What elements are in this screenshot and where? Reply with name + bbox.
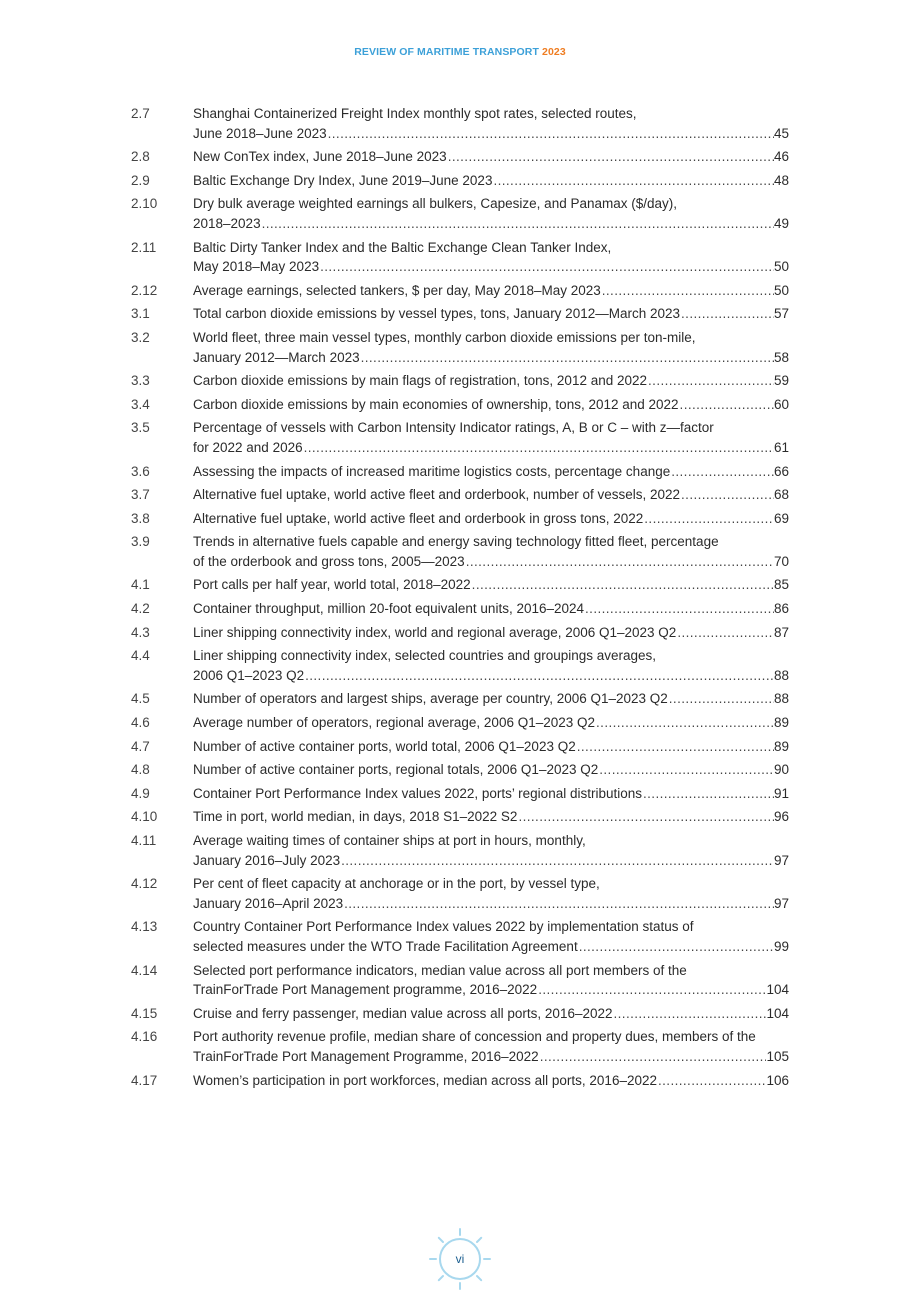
figure-title [193, 874, 789, 913]
figure-title-text: Alternative fuel uptake, world active fleet and orderbook in gross tons, 2022 [193, 510, 644, 526]
figure-title-text: Women’s participation in port workforces, median across all ports, 2016–2022 [193, 1072, 657, 1088]
page-reference[interactable]: 61 [773, 439, 789, 455]
leader-line [193, 599, 789, 619]
figure-title [193, 917, 789, 956]
figure-title-text: Assessing the impacts of increased maritime logistics costs, percentage change [193, 463, 671, 479]
figure-number: 2.10 [131, 196, 158, 212]
figure-title-text: January 2016–July 2023 [193, 852, 341, 868]
figure-title [193, 961, 789, 1000]
figure-title [193, 532, 789, 571]
figure-entry[interactable] [131, 532, 789, 571]
dot-leader [657, 1071, 766, 1091]
figure-entry[interactable] [131, 509, 789, 529]
figure-title-line: Average waiting times of container ships at port in hours, monthly, [193, 833, 586, 848]
figure-title-text: Time in port, world median, in days, 2018 S1–2022 S2 [193, 809, 518, 825]
figure-entry[interactable] [131, 784, 789, 804]
list-of-figures [131, 104, 789, 1094]
dot-leader [327, 124, 774, 144]
figure-title-text: for 2022 and 2026 [193, 439, 303, 455]
leader-line [193, 462, 789, 482]
figure-title [193, 485, 789, 505]
figure-number: 4.1 [131, 577, 150, 593]
figure-title-text: Number of active container ports, world total, 2006 Q1–2023 Q2 [193, 738, 576, 754]
leader-line [193, 304, 789, 324]
figure-title-text: selected measures under the WTO Trade Facilitation Agreement [193, 938, 578, 954]
figure-entry[interactable] [131, 646, 789, 685]
figure-title-text: May 2018–May 2023 [193, 259, 320, 275]
figure-entry[interactable] [131, 371, 789, 391]
publication-title: REVIEW OF MARITIME TRANSPORT [354, 46, 539, 58]
figure-title-text: January 2012—March 2023 [193, 349, 360, 365]
figure-entry[interactable] [131, 874, 789, 913]
figure-title-text: Cruise and ferry passenger, median value across all ports, 2016–2022 [193, 1005, 613, 1021]
figure-number: 3.8 [131, 510, 150, 526]
publication-year: 2023 [542, 46, 566, 58]
figure-entry[interactable] [131, 171, 789, 191]
dot-leader [319, 257, 774, 277]
dot-leader [517, 807, 774, 827]
dot-leader [647, 371, 774, 391]
figure-entry[interactable] [131, 917, 789, 956]
figure-title-text: Alternative fuel uptake, world active fleet and orderbook, number of vessels, 2022 [193, 487, 681, 503]
page-reference[interactable]: 46 [773, 149, 789, 165]
figure-number: 4.14 [131, 962, 158, 978]
leader-line [193, 894, 789, 914]
figure-title [193, 418, 789, 457]
dot-leader [539, 1047, 767, 1067]
dot-leader [471, 575, 774, 595]
page-reference[interactable]: 58 [773, 349, 789, 365]
figure-entry[interactable] [131, 147, 789, 167]
figure-title-text: Container Port Performance Index values 2022, ports’ regional distributions [193, 785, 642, 801]
figure-entry[interactable] [131, 831, 789, 870]
page-footer [427, 1226, 493, 1292]
page-reference[interactable]: 57 [773, 306, 789, 322]
figure-entry[interactable] [131, 961, 789, 1000]
figure-number: 4.12 [131, 876, 158, 892]
figure-entry[interactable] [131, 689, 789, 709]
page-reference[interactable]: 66 [773, 463, 789, 479]
figure-title-line: Port authority revenue profile, median share of concession and property dues, members of the [193, 1029, 756, 1045]
figure-number: 4.11 [131, 833, 157, 848]
figure-number: 4.2 [131, 601, 150, 617]
leader-line [193, 713, 789, 733]
dot-leader [578, 937, 774, 957]
figure-title [193, 575, 789, 595]
figure-title-text: Liner shipping connectivity index, world and regional average, 2006 Q1–2023 Q2 [193, 624, 677, 640]
page-reference[interactable]: 91 [773, 785, 789, 801]
figure-title-text: June 2018–June 2023 [193, 125, 327, 141]
dot-leader [465, 552, 774, 572]
page-reference[interactable]: 85 [773, 577, 789, 593]
page-reference[interactable]: 88 [773, 691, 789, 707]
figure-title [193, 194, 789, 233]
figure-number: 4.13 [131, 919, 158, 935]
dot-leader [304, 666, 774, 686]
figure-entry[interactable] [131, 623, 789, 643]
figure-title [193, 304, 789, 324]
dot-leader [447, 147, 774, 167]
figure-title [193, 784, 789, 804]
dot-leader [598, 760, 774, 780]
figure-title-text: of the orderbook and gross tons, 2005—2023 [193, 553, 465, 569]
figure-entry[interactable] [131, 760, 789, 780]
figure-number: 4.7 [131, 738, 150, 754]
leader-line [193, 281, 789, 301]
figure-title-line: Country Container Port Performance Index values 2022 by implementation status of [193, 919, 694, 935]
figure-title [193, 831, 789, 870]
figure-title-line: Liner shipping connectivity index, selected countries and groupings averages, [193, 648, 657, 664]
page-reference[interactable]: 97 [773, 895, 789, 911]
page-number: vi [455, 1252, 465, 1266]
dot-leader [679, 395, 774, 415]
figure-title [193, 509, 789, 529]
dot-leader [670, 462, 774, 482]
leader-line [193, 807, 789, 827]
leader-line [193, 552, 789, 572]
figure-title-text: Container throughput, million 20-foot equivalent units, 2016–2024 [193, 601, 585, 617]
figure-title-line: Selected port performance indicators, median value across all port members of the [193, 962, 687, 978]
figure-title [193, 281, 789, 301]
figure-title [193, 713, 789, 733]
figure-title [193, 395, 789, 415]
page-reference[interactable]: 104 [766, 982, 789, 998]
leader-line [193, 937, 789, 957]
figure-title [193, 462, 789, 482]
dot-leader [584, 599, 774, 619]
figure-title-text: Average number of operators, regional average, 2006 Q1–2023 Q2 [193, 715, 596, 731]
page-reference[interactable]: 87 [773, 624, 789, 640]
figure-entry[interactable] [131, 304, 789, 324]
figure-title-text: TrainForTrade Port Management Programme, 2016–2022 [193, 1048, 539, 1064]
figure-entry[interactable] [131, 1071, 789, 1091]
figure-entry[interactable] [131, 1004, 789, 1024]
figure-title-text: Average earnings, selected tankers, $ per day, May 2018–May 2023 [193, 282, 601, 298]
dot-leader [601, 281, 774, 301]
figure-number: 4.3 [131, 624, 150, 640]
figure-number: 3.3 [131, 373, 150, 389]
figure-entry[interactable] [131, 281, 789, 301]
figure-title-line: Baltic Dirty Tanker Index and the Baltic Exchange Clean Tanker Index, [193, 239, 612, 255]
figure-number: 3.2 [131, 329, 150, 345]
page-reference[interactable]: 89 [773, 715, 789, 731]
figure-number: 4.6 [131, 715, 150, 731]
figure-number: 2.8 [131, 149, 150, 165]
leader-line [193, 371, 789, 391]
leader-line [193, 623, 789, 643]
figure-title-text: Baltic Exchange Dry Index, June 2019–June 2023 [193, 172, 493, 188]
figure-title [193, 1004, 789, 1024]
figure-number: 4.5 [131, 691, 150, 707]
figure-title-text: Number of operators and largest ships, average per country, 2006 Q1–2023 Q2 [193, 691, 668, 707]
figure-title-line: Percentage of vessels with Carbon Intensity Indicator ratings, A, B or C – with z—factor [193, 420, 714, 436]
figure-entry[interactable] [131, 395, 789, 415]
leader-line [193, 214, 789, 234]
leader-line [193, 760, 789, 780]
figure-title [193, 104, 789, 143]
figure-number: 4.15 [131, 1005, 158, 1021]
figure-number: 3.7 [131, 487, 150, 503]
figure-title-line: Dry bulk average weighted earnings all bulkers, Capesize, and Panamax ($/day), [193, 196, 678, 212]
figure-number: 2.7 [131, 106, 150, 121]
page-reference[interactable]: 99 [773, 938, 789, 954]
dot-leader [492, 171, 774, 191]
figure-title-text: Number of active container ports, regional totals, 2006 Q1–2023 Q2 [193, 762, 599, 778]
figure-title-text: New ConTex index, June 2018–June 2023 [193, 149, 447, 165]
dot-leader [261, 214, 774, 234]
running-header [0, 46, 920, 58]
figure-title-line: Per cent of fleet capacity at anchorage or in the port, by vessel type, [193, 876, 600, 892]
figure-title-text: Carbon dioxide emissions by main economies of ownership, tons, 2012 and 2022 [193, 396, 679, 412]
figure-number: 3.4 [131, 396, 150, 412]
page-reference[interactable]: 97 [773, 852, 789, 868]
leader-line [193, 395, 789, 415]
figure-entry[interactable] [131, 418, 789, 457]
page-reference[interactable]: 49 [773, 215, 789, 231]
leader-line [193, 147, 789, 167]
dot-leader [595, 713, 774, 733]
figure-number: 3.5 [131, 420, 150, 436]
leader-line [193, 348, 789, 368]
figure-number: 4.17 [131, 1072, 158, 1088]
figure-title-text: 2018–2023 [193, 215, 261, 231]
page-reference[interactable]: 68 [773, 487, 789, 503]
leader-line [193, 737, 789, 757]
page-reference[interactable]: 88 [773, 667, 789, 683]
figure-title [193, 737, 789, 757]
figure-number: 3.1 [131, 306, 150, 322]
dot-leader [668, 689, 774, 709]
figure-number: 3.6 [131, 463, 150, 479]
page-reference[interactable]: 106 [766, 1072, 789, 1088]
figure-number: 4.16 [131, 1029, 158, 1045]
leader-line [193, 575, 789, 595]
dot-leader [680, 485, 774, 505]
figure-entry[interactable] [131, 238, 789, 277]
figure-number: 4.8 [131, 762, 150, 778]
figure-number: 2.12 [131, 282, 158, 298]
figure-number: 2.9 [131, 172, 150, 188]
dot-leader [676, 623, 774, 643]
dot-leader [343, 894, 774, 914]
page-reference[interactable]: 60 [773, 396, 789, 412]
figure-title [193, 1027, 789, 1066]
page-reference[interactable]: 105 [766, 1048, 789, 1064]
page-reference[interactable]: 90 [773, 762, 789, 778]
figure-entry[interactable] [131, 328, 789, 367]
figure-title [193, 1071, 789, 1091]
figure-title-text: Carbon dioxide emissions by main flags of registration, tons, 2012 and 2022 [193, 373, 648, 389]
figure-entry[interactable] [131, 737, 789, 757]
dot-leader [680, 304, 774, 324]
figure-title [193, 689, 789, 709]
figure-number: 4.4 [131, 648, 150, 664]
figure-entry[interactable] [131, 104, 789, 143]
figure-title [193, 371, 789, 391]
page-reference[interactable]: 59 [773, 373, 789, 389]
leader-line [193, 438, 789, 458]
figure-title [193, 807, 789, 827]
dot-leader [576, 737, 774, 757]
page-reference[interactable]: 48 [773, 172, 789, 188]
leader-line [193, 666, 789, 686]
figure-title-text: TrainForTrade Port Management programme, 2016–2022 [193, 982, 538, 998]
figure-title-line: World fleet, three main vessel types, monthly carbon dioxide emissions per ton-mile, [193, 329, 696, 345]
figure-entry[interactable] [131, 462, 789, 482]
figure-number: 4.9 [131, 785, 150, 801]
figure-number: 2.11 [131, 239, 157, 255]
dot-leader [340, 851, 774, 871]
dot-leader [643, 509, 774, 529]
figure-title [193, 147, 789, 167]
figure-entry[interactable] [131, 713, 789, 733]
dot-leader [360, 348, 774, 368]
page-reference[interactable]: 96 [773, 809, 789, 825]
figure-title [193, 171, 789, 191]
dot-leader [613, 1004, 767, 1024]
page-reference[interactable]: 69 [773, 510, 789, 526]
dot-leader [303, 438, 774, 458]
leader-line [193, 851, 789, 871]
dot-leader [537, 980, 766, 1000]
figure-title [193, 623, 789, 643]
figure-entry[interactable] [131, 575, 789, 595]
figure-title [193, 646, 789, 685]
figure-entry[interactable] [131, 599, 789, 619]
leader-line [193, 485, 789, 505]
page-reference[interactable]: 86 [773, 601, 789, 617]
figure-entry[interactable] [131, 485, 789, 505]
leader-line [193, 784, 789, 804]
figure-title [193, 599, 789, 619]
leader-line [193, 980, 789, 1000]
figure-entry[interactable] [131, 1027, 789, 1066]
page-reference[interactable]: 89 [773, 738, 789, 754]
leader-line [193, 689, 789, 709]
figure-title-text: Total carbon dioxide emissions by vessel types, tons, January 2012—March 2023 [193, 306, 681, 322]
figure-title-line: Shanghai Containerized Freight Index monthly spot rates, selected routes, [193, 106, 637, 121]
figure-title-text: 2006 Q1–2023 Q2 [193, 667, 305, 683]
figure-title [193, 328, 789, 367]
leader-line [193, 1047, 789, 1067]
figure-entry[interactable] [131, 194, 789, 233]
leader-line [193, 509, 789, 529]
figure-number: 3.9 [131, 534, 150, 550]
page-reference[interactable]: 50 [773, 259, 789, 275]
figure-title-text: January 2016–April 2023 [193, 895, 344, 911]
dot-leader [642, 784, 774, 804]
page-reference[interactable]: 45 [773, 125, 789, 141]
figure-number: 4.10 [131, 809, 158, 825]
page-reference[interactable]: 50 [773, 282, 789, 298]
page-reference[interactable]: 70 [773, 553, 789, 569]
leader-line [193, 124, 789, 144]
leader-line [193, 1071, 789, 1091]
figure-entry[interactable] [131, 807, 789, 827]
figure-title-text: Port calls per half year, world total, 2018–2022 [193, 577, 471, 593]
figure-title [193, 760, 789, 780]
figure-title-line: Trends in alternative fuels capable and energy saving technology fitted fleet, percentage [193, 534, 719, 550]
figure-title [193, 238, 789, 277]
leader-line [193, 257, 789, 277]
page-reference[interactable]: 104 [766, 1005, 789, 1021]
leader-line [193, 1004, 789, 1024]
leader-line [193, 171, 789, 191]
